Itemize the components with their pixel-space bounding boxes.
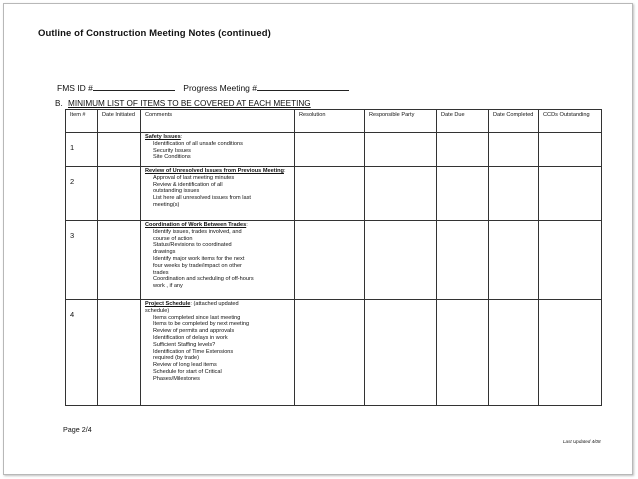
fms-id-line bbox=[57, 82, 349, 93]
ccds-cell[interactable] bbox=[539, 133, 602, 167]
comment-line: Items completed since last meeting bbox=[153, 314, 241, 321]
header-item: Item # bbox=[66, 110, 98, 133]
table-header-row bbox=[66, 110, 602, 133]
header-responsible-party: Responsible Party bbox=[365, 110, 437, 133]
ccds-cell[interactable] bbox=[539, 221, 602, 300]
heading-suffix: : bbox=[283, 168, 286, 174]
comment-line: course of action bbox=[153, 235, 193, 242]
resolution-cell[interactable] bbox=[295, 300, 365, 406]
responsible-party-cell[interactable] bbox=[365, 300, 437, 406]
header-date-due: Date Due bbox=[437, 110, 489, 133]
table-row bbox=[66, 221, 602, 300]
date-initiated-cell[interactable] bbox=[98, 221, 141, 300]
page-number: Page 2/4 bbox=[63, 425, 92, 434]
comment-line: Site Conditions bbox=[153, 154, 191, 161]
fms-id-blank[interactable] bbox=[93, 82, 175, 91]
document-title: Outline of Construction Meeting Notes (continued) bbox=[38, 28, 271, 39]
ccds-cell[interactable] bbox=[539, 167, 602, 221]
comment-line: Identify issues, trades involved, and bbox=[153, 228, 242, 235]
last-updated: Last Updated 4/08 bbox=[563, 439, 601, 444]
date-due-cell[interactable] bbox=[437, 133, 489, 167]
comment-line: Identification of delays in work bbox=[153, 334, 228, 341]
comment-line: Schedule for start of Critical bbox=[153, 368, 222, 375]
comment-line: drawings bbox=[153, 249, 176, 256]
resolution-cell[interactable] bbox=[295, 133, 365, 167]
comment-line: Identification of Time Extensions bbox=[153, 348, 234, 355]
date-initiated-cell[interactable] bbox=[98, 167, 141, 221]
ccds-cell[interactable] bbox=[539, 300, 602, 406]
row-heading: Coordination of Work Between Trades bbox=[145, 222, 247, 228]
comment-line: work , if any bbox=[153, 283, 183, 290]
item-number: 4 bbox=[66, 300, 98, 406]
comment-line: Review of permits and approvals bbox=[153, 328, 235, 335]
date-completed-cell[interactable] bbox=[489, 133, 539, 167]
comment-line: Coordination and scheduling of off-hours bbox=[153, 276, 254, 283]
fms-id-label: FMS ID # bbox=[57, 83, 93, 93]
row-heading: Review of Unresolved Issues from Previous Meeting bbox=[145, 168, 284, 174]
comment-line: meeting(s) bbox=[153, 201, 180, 208]
header-date-initiated: Date Initiated bbox=[98, 110, 141, 133]
comment-line: Security Issues bbox=[153, 147, 191, 154]
meeting-items-table bbox=[65, 109, 602, 406]
heading-suffix: : bbox=[246, 222, 248, 228]
comment-line: Approval of last meeting minutes bbox=[153, 174, 235, 181]
responsible-party-cell[interactable] bbox=[365, 133, 437, 167]
comments-cell bbox=[141, 221, 295, 300]
item-number: 1 bbox=[66, 133, 98, 167]
progress-meeting-blank[interactable] bbox=[257, 82, 349, 91]
comment-line: List here all unresolved issues from last bbox=[153, 195, 251, 202]
comment-line: Identify major work items for the next bbox=[153, 255, 245, 262]
resolution-cell[interactable] bbox=[295, 221, 365, 300]
date-completed-cell[interactable] bbox=[489, 300, 539, 406]
comment-line: Status/Revisions to coordinated bbox=[153, 242, 232, 249]
item-number: 3 bbox=[66, 221, 98, 300]
comment-line: outstanding issues bbox=[153, 188, 200, 195]
table-row bbox=[66, 167, 602, 221]
responsible-party-cell[interactable] bbox=[365, 167, 437, 221]
section-letter: B. bbox=[55, 99, 63, 108]
date-completed-cell[interactable] bbox=[489, 221, 539, 300]
comment-line: Identification of all unsafe conditions bbox=[153, 140, 243, 147]
comment-line: trades bbox=[153, 269, 169, 276]
progress-meeting-label: Progress Meeting # bbox=[183, 83, 257, 93]
comment-line: four weeks by trade/impact on other bbox=[153, 262, 242, 269]
header-date-completed: Date Completed bbox=[489, 110, 539, 133]
comments-cell bbox=[141, 133, 295, 167]
date-initiated-cell[interactable] bbox=[98, 300, 141, 406]
section-heading bbox=[55, 99, 311, 108]
date-completed-cell[interactable] bbox=[489, 167, 539, 221]
date-due-cell[interactable] bbox=[437, 300, 489, 406]
table-row bbox=[66, 133, 602, 167]
header-ccds: CCDs Outstanding bbox=[539, 110, 602, 133]
resolution-cell[interactable] bbox=[295, 167, 365, 221]
heading-continuation: schedule) bbox=[145, 307, 170, 314]
header-comments: Comments bbox=[141, 110, 295, 133]
comment-line: Review & identification of all bbox=[153, 181, 223, 188]
comment-line: Review of long lead items bbox=[153, 362, 217, 369]
row-heading: Project Schedule bbox=[145, 301, 191, 307]
heading-suffix: : (attached updated bbox=[190, 301, 239, 307]
table-row bbox=[66, 300, 602, 406]
comment-line: Sufficient Staffing levels? bbox=[153, 341, 216, 348]
comment-line: required (by trade) bbox=[153, 355, 200, 362]
heading-suffix: : bbox=[180, 134, 183, 140]
section-title: MINIMUM LIST OF ITEMS TO BE COVERED AT EACH MEETING bbox=[68, 99, 311, 108]
comments-cell bbox=[141, 300, 295, 406]
date-due-cell[interactable] bbox=[437, 221, 489, 300]
date-due-cell[interactable] bbox=[437, 167, 489, 221]
row-heading: Safety Issues bbox=[145, 134, 181, 140]
item-number: 2 bbox=[66, 167, 98, 221]
responsible-party-cell[interactable] bbox=[365, 221, 437, 300]
date-initiated-cell[interactable] bbox=[98, 133, 141, 167]
comments-cell bbox=[141, 167, 295, 221]
header-resolution: Resolution bbox=[295, 110, 365, 133]
comment-line: Items to be completed by next meeting bbox=[153, 321, 250, 328]
comment-line: Phases/Milestones bbox=[153, 375, 200, 382]
